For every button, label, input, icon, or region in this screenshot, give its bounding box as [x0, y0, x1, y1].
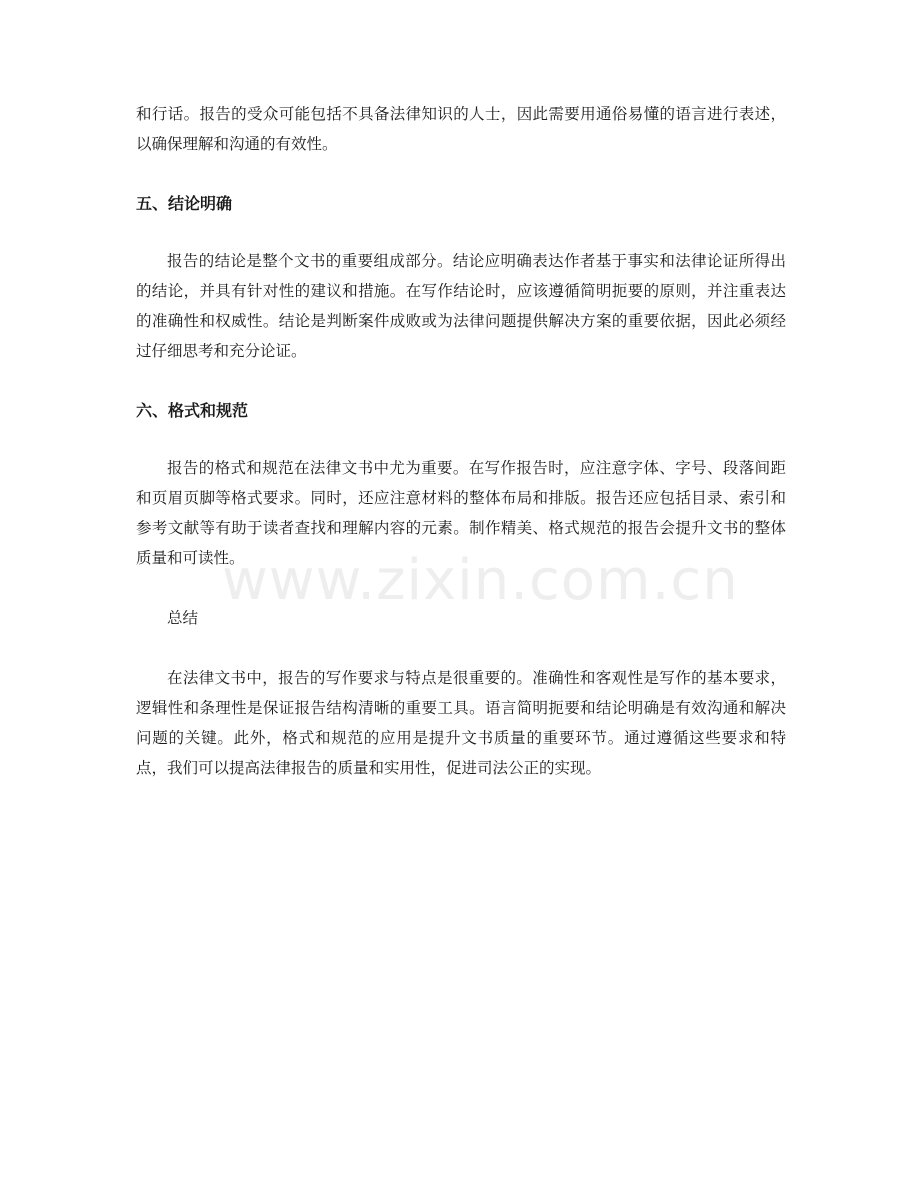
document-content	[136, 99, 786, 783]
intro-paragraph: 和行话。报告的受众可能包括不具备法律知识的人士，因此需要用通俗易懂的语言进行表述，以确保理解和沟通的有效性。	[136, 105, 786, 153]
summary-label: 总结	[167, 609, 199, 627]
section-body-conclusion: 报告的结论是整个文书的重要组成部分。结论应明确表达作者基于事实和法律论证所得出的结论，并具有针对性的建议和措施。在写作结论时，应该遵循简明扼要的原则，并注重表达的准确性和权威性。结论是判断案件成败或为法律问题提供解决方案的重要依据，因此必须经过仔细思考和充分论证。	[136, 252, 786, 360]
section-heading-conclusion: 五、结论明确	[136, 194, 233, 213]
section-heading-format: 六、格式和规范	[136, 401, 249, 420]
section-body-format: 报告的格式和规范在法律文书中尤为重要。在写作报告时，应注意字体、字号、段落间距和页眉页脚等格式要求。同时，还应注意材料的整体布局和排版。报告还应包括目录、索引和参考文献等有助于读者查找和理解内容的元素。制作精美、格式规范的报告会提升文书的整体质量和可读性。	[136, 459, 786, 567]
summary-paragraph: 在法律文书中，报告的写作要求与特点是很重要的。准确性和客观性是写作的基本要求，逻辑性和条理性是保证报告结构清晰的重要工具。语言简明扼要和结论明确是有效沟通和解决问题的关键。此外，格式和规范的应用是提升文书质量的重要环节。通过遵循这些要求和特点，我们可以提高法律报告的质量和实用性，促进司法公正的实现。	[136, 669, 786, 777]
watermark: www.zixin.com.cn	[222, 548, 739, 613]
